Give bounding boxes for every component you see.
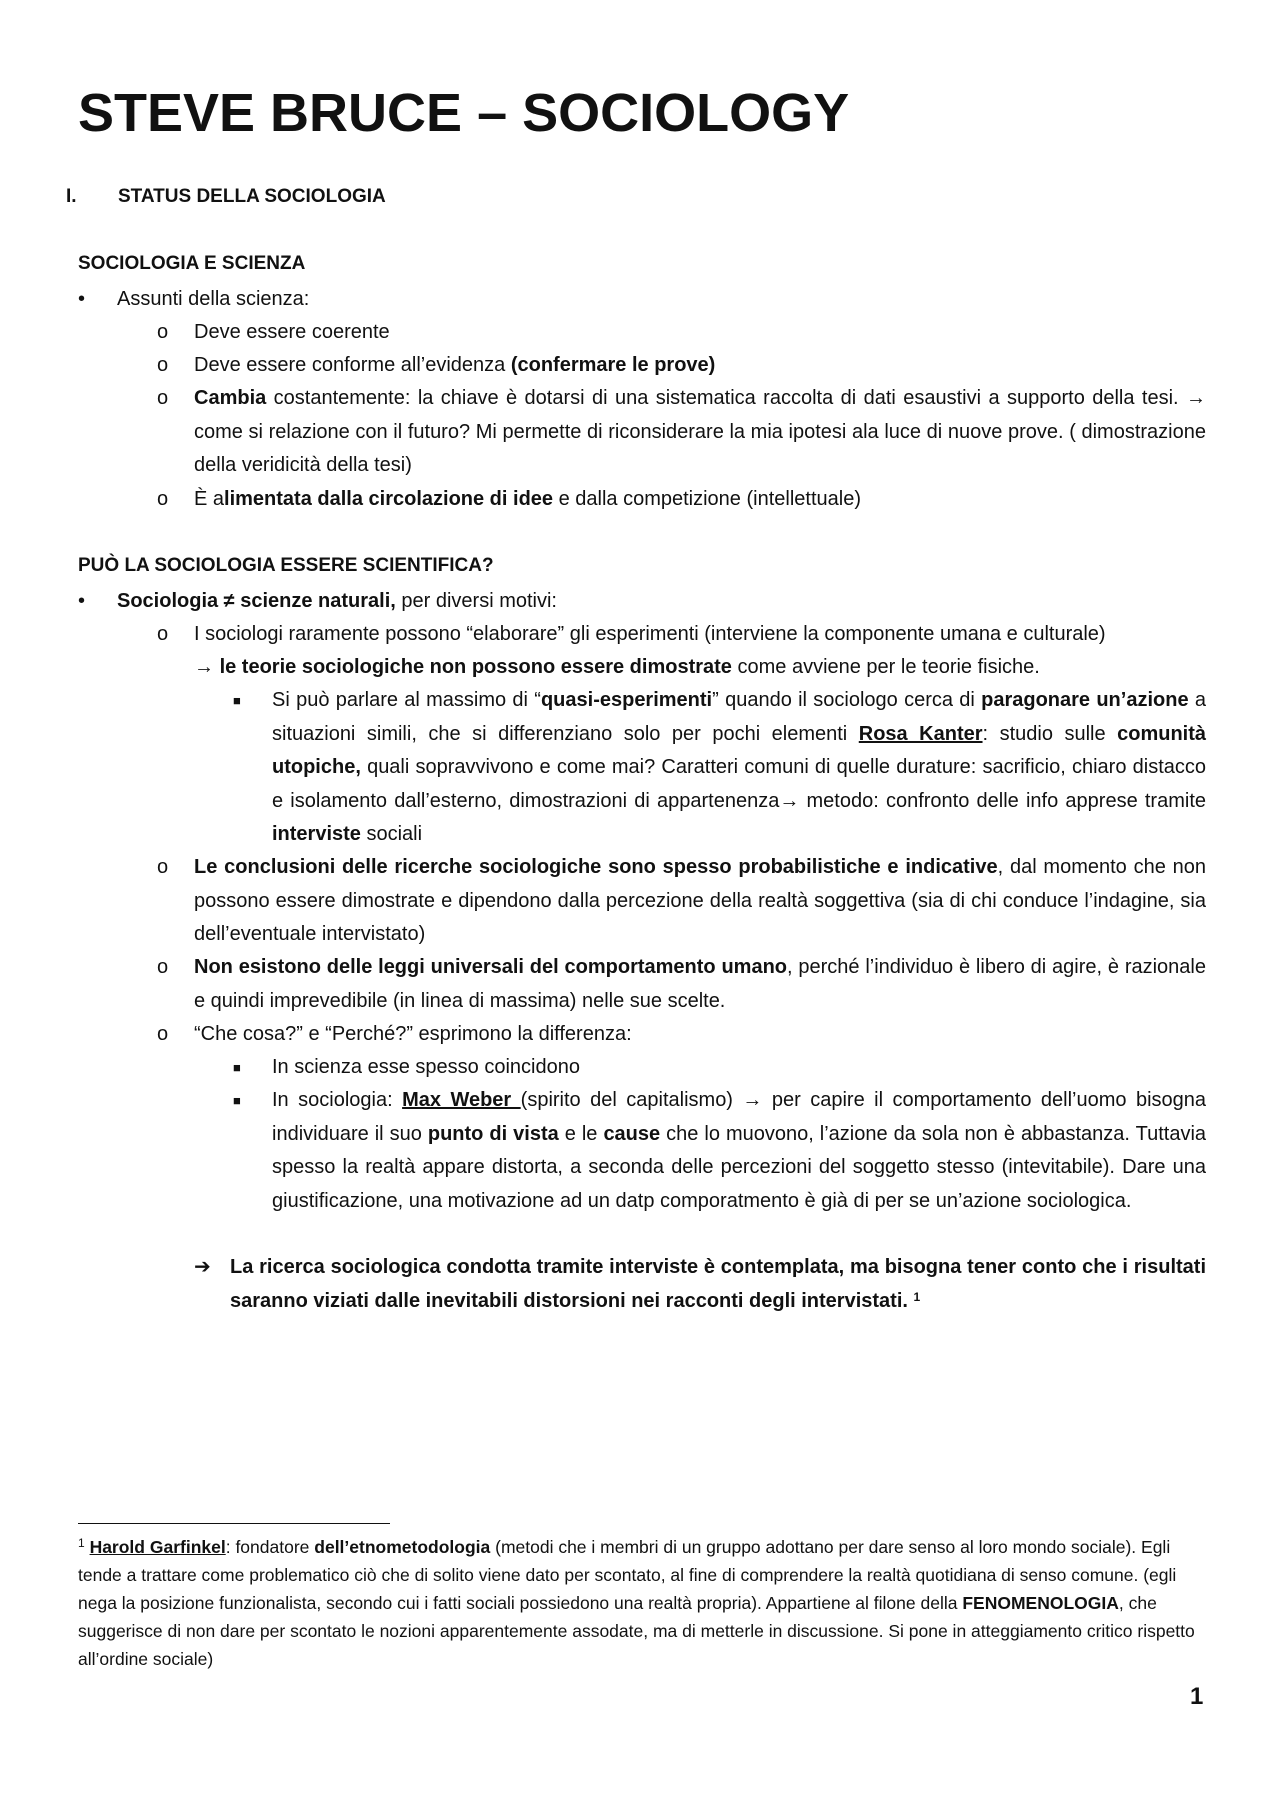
list-item-alimentata bbox=[194, 483, 861, 516]
sub-bullet-marker: o bbox=[157, 354, 169, 376]
conclusion-paragraph bbox=[230, 1251, 1206, 1318]
square-bullet-marker: ■ bbox=[233, 1093, 241, 1108]
sub-bullet-marker: o bbox=[157, 387, 169, 409]
footnote-number: 1 bbox=[78, 1536, 85, 1550]
square-bullet-marker: ■ bbox=[233, 693, 241, 708]
list-item-weber bbox=[272, 1084, 1206, 1218]
text-span: I sociologi raramente possono “elaborare” gli esperimenti (interviene la componente umana e culturale) bbox=[194, 623, 1106, 645]
text-span: , dal momento che non possono essere dimostrate e dipendono dalla percezione della realtà soggettiva (sia di chi conduce l’indagine, sia dell’eventuale intervistato) bbox=[194, 856, 1206, 945]
text-span: (spirito del capitalismo) → per capire il comportamento dell’uomo bisogna individuare il suo bbox=[272, 1089, 1207, 1145]
sub-bullet-marker: o bbox=[157, 321, 169, 343]
list-item-coerente: Deve essere coerente bbox=[194, 321, 390, 343]
text-span: Deve essere conforme all’evidenza bbox=[194, 354, 511, 376]
bullet-dot: • bbox=[78, 590, 86, 612]
text-span: e dalla competizione (intellettuale) bbox=[553, 488, 861, 510]
list-item-cambia bbox=[194, 382, 1206, 483]
list-item-evidenza bbox=[194, 349, 715, 382]
list-item-conclusioni bbox=[194, 851, 1206, 952]
sub-bullet-marker: o bbox=[157, 488, 169, 510]
text-span: È a bbox=[194, 488, 225, 510]
bold-span: Non esistono delle leggi universali del comportamento umano bbox=[194, 956, 788, 978]
bold-span: Le conclusioni delle ricerche sociologiche sono spesso probabilistiche e indicative bbox=[194, 856, 998, 878]
bold-span: interviste bbox=[272, 823, 361, 845]
text-span: costantemente: la chiave è dotarsi di una sistematica raccolta di dati esaustivi a supporto della tesi. → come si relazione con il futuro? Mi permette di riconsiderare la mia ipotesi ala luce di nuove prove. ( dimostrazione della veridicità della tesi) bbox=[194, 387, 1206, 476]
sub-bullet-marker: o bbox=[157, 623, 169, 645]
list-item-esperimenti bbox=[194, 618, 1209, 684]
bullet-assunti: Assunti della scienza: bbox=[117, 288, 310, 310]
bold-span: quasi-esperimenti bbox=[540, 689, 713, 711]
list-item-che-cosa: “Che cosa?” e “Perché?” esprimono la differenza: bbox=[194, 1023, 632, 1045]
text-span: , che suggerisce di non dare per scontato le nozioni apparentemente assodate, ma di metterle in discussione. Si pone in atteggiamento critico rispetto all’ordine sociale) bbox=[78, 1593, 1195, 1669]
text-span: e le bbox=[558, 1122, 604, 1145]
footnote bbox=[78, 1533, 1198, 1673]
list-item-leggi bbox=[194, 951, 1206, 1018]
author-rosa-kanter: Rosa Kanter bbox=[858, 722, 983, 745]
text-span: ” quando il sociologo cerca di bbox=[712, 689, 982, 711]
text-span: In sociologia: bbox=[272, 1089, 403, 1111]
footnote-reference[interactable]: 1 bbox=[913, 1289, 921, 1304]
list-item-scienza: In scienza esse spesso coincidono bbox=[272, 1056, 580, 1078]
text-span: → bbox=[194, 656, 220, 678]
square-bullet-marker: ■ bbox=[233, 1060, 241, 1075]
footnote-author: Harold Garfinkel bbox=[89, 1537, 226, 1557]
bullet-sociologia bbox=[117, 585, 557, 618]
section-number: I. bbox=[66, 186, 77, 207]
text-span: che lo muovono, l’azione da sola non è abbastanza. Tuttavia spesso la realtà appare distorta, a seconda delle percezioni del soggetto stesso (intevitabile). Dare una giustificazione, una motivazione ad un datp comporatmento è già di per se un’azione sociologica. bbox=[272, 1122, 1207, 1212]
subheading-scientifica: PUÒ LA SOCIOLOGIA ESSERE SCIENTIFICA? bbox=[78, 555, 494, 576]
bold-span: paragonare un’azione bbox=[981, 689, 1189, 711]
list-item-quasi-esperimenti bbox=[272, 684, 1206, 852]
author-max-weber: Max Weber bbox=[402, 1089, 521, 1111]
text-span: per diversi motivi: bbox=[395, 590, 557, 612]
bold-span: punto di vista bbox=[427, 1122, 559, 1145]
bold-span: limentata dalla circolazione di idee bbox=[224, 488, 554, 510]
sub-bullet-marker: o bbox=[157, 956, 169, 978]
footnote-divider bbox=[78, 1523, 390, 1524]
text-span: come avviene per le teorie fisiche. bbox=[731, 656, 1040, 678]
text-span: a situazioni simili, che si differenziano solo per pochi elementi bbox=[272, 689, 1206, 745]
bold-span: FENOMENOLOGIA bbox=[962, 1593, 1119, 1613]
text-span: (metodi che i membri di un gruppo adottano per dare senso al loro mondo sociale). Egli tende a trattare come problematico ciò che di solito viene dato per scontato, al fine di comprendere la realtà quotidiana di senso comune. (egli nega la posizione funzionalista, secondo cui i fatti sociali possiedono una realtà propria). Appartiene al filone della bbox=[78, 1537, 1177, 1613]
text-span: Si può parlare al massimo di “ bbox=[272, 689, 541, 711]
bold-span: comunità utopiche, bbox=[272, 722, 1207, 778]
text-span: La ricerca sociologica condotta tramite interviste è contemplata, ma bisogna tener conto che i risultati saranno viziati dalle inevitabili distorsioni nei racconti degli intervistati. bbox=[230, 1256, 1206, 1312]
text-span: , perché l’individuo è libero di agire, è razionale e quindi imprevedibile (in linea di massima) nelle sue scelte. bbox=[194, 956, 1206, 1012]
bold-span: dell’etnometodologia bbox=[314, 1537, 491, 1557]
text-span: quali sopravvivono e come mai? Caratteri comuni di quelle durature: sacrificio, chiaro distacco e isolamento dall’esterno, dimostrazioni di appartenenza→ metodo: confronto delle info apprese tramite bbox=[272, 756, 1206, 812]
bullet-dot: • bbox=[78, 288, 86, 310]
section-heading bbox=[66, 186, 386, 208]
sub-bullet-marker: o bbox=[157, 856, 169, 878]
bold-span: le teorie sociologiche non possono essere dimostrate bbox=[219, 656, 732, 678]
document-title: STEVE BRUCE – SOCIOLOGY bbox=[78, 83, 850, 143]
bold-span: Sociologia ≠ scienze naturali, bbox=[117, 590, 396, 612]
subheading-scienza: SOCIOLOGIA E SCIENZA bbox=[78, 253, 306, 274]
arrow-icon: ➔ bbox=[194, 1256, 211, 1278]
page-number: 1 bbox=[1190, 1683, 1204, 1710]
section-label: STATUS DELLA SOCIOLOGIA bbox=[118, 186, 386, 207]
bold-span: cause bbox=[603, 1122, 661, 1145]
text-span: : fondatore bbox=[225, 1537, 315, 1557]
text-span: : studio sulle bbox=[982, 722, 1118, 745]
bold-span: (confermare le prove) bbox=[510, 354, 716, 376]
bold-span: Cambia bbox=[194, 387, 267, 409]
text-span: sociali bbox=[360, 823, 423, 845]
sub-bullet-marker: o bbox=[157, 1023, 169, 1045]
